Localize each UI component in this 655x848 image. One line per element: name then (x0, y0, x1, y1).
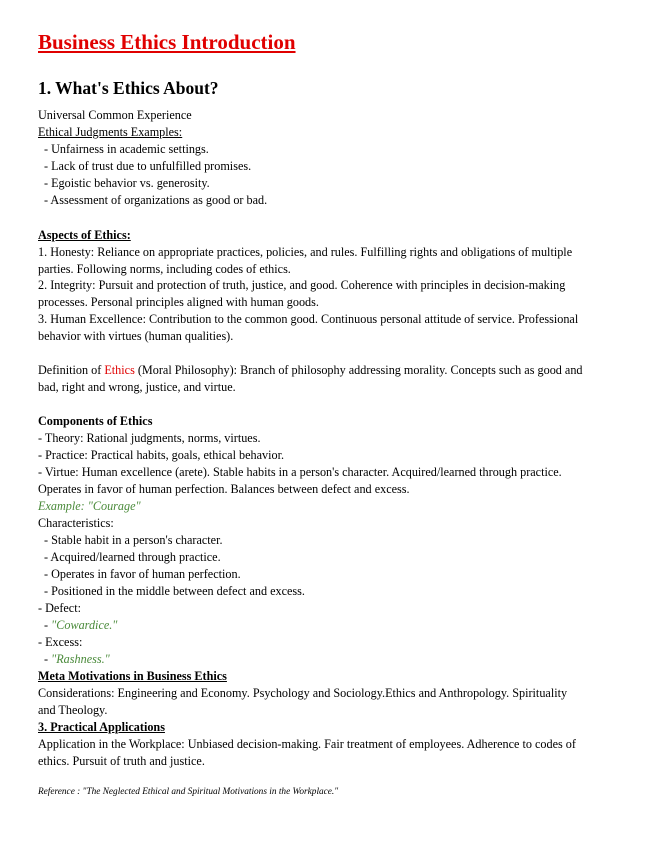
meta-line: Considerations: Engineering and Economy. Psychology and Sociology.Ethics and Anthropology. Spirituality (38, 686, 568, 700)
characteristic-item: - Positioned in the middle between defect and excess. (44, 584, 305, 598)
aspects-line: 2. Integrity: Pursuit and protection of truth, justice, and good. Coherence with principles in decision-making (38, 278, 566, 292)
components-heading: Components of Ethics (38, 414, 153, 428)
aspects-line: behavior with virtues (human qualities). (38, 329, 234, 343)
aspects-heading: Aspects of Ethics: (38, 228, 131, 242)
defect-value: "Cowardice." (51, 618, 118, 632)
meta-line: and Theology. (38, 703, 108, 717)
characteristic-item: - Acquired/learned through practice. (44, 550, 221, 564)
aspects-line: processes. Personal principles aligned with human goods. (38, 295, 319, 309)
characteristic-item: - Stable habit in a person's character. (44, 533, 223, 547)
components-line: - Theory: Rational judgments, norms, virtues. (38, 431, 261, 445)
definition-line-2: bad, right and wrong, justice, and virtue. (38, 380, 236, 394)
excess-item: - "Rashness." (44, 652, 110, 666)
intro-line: Universal Common Experience (38, 108, 192, 122)
meta-heading: Meta Motivations in Business Ethics (38, 669, 227, 683)
defect-label: - Defect: (38, 601, 81, 615)
aspects-line: 1. Honesty: Reliance on appropriate practices, policies, and rules. Fulfilling rights and obligations of multiple (38, 245, 573, 259)
excess-value: "Rashness." (51, 652, 110, 666)
components-line: Operates in favor of human perfection. Balances between defect and excess. (38, 482, 410, 496)
example-item: - Unfairness in academic settings. (44, 142, 209, 156)
example-courage: Example: "Courage" (38, 499, 141, 513)
excess-label: - Excess: (38, 635, 83, 649)
characteristics-label: Characteristics: (38, 516, 114, 530)
characteristic-item: - Operates in favor of human perfection. (44, 567, 241, 581)
defect-item: - "Cowardice." (44, 618, 118, 632)
ethics-term: Ethics (104, 363, 135, 377)
components-line: - Practice: Practical habits, goals, ethical behavior. (38, 448, 285, 462)
example-item: - Lack of trust due to unfulfilled promises. (44, 159, 252, 173)
example-item: - Egoistic behavior vs. generosity. (44, 176, 210, 190)
section-3-line: Application in the Workplace: Unbiased decision-making. Fair treatment of employees. Adherence to codes of (38, 737, 576, 751)
section-1-heading: 1. What's Ethics About? (38, 78, 219, 98)
aspects-line: parties. Following norms, including codes of ethics. (38, 262, 291, 276)
section-3-line: ethics. Pursuit of truth and justice. (38, 754, 205, 768)
reference-note: Reference : "The Neglected Ethical and Spiritual Motivations in the Workplace." (38, 787, 339, 797)
section-3-heading: 3. Practical Applications (38, 720, 165, 734)
document-title: Business Ethics Introduction (38, 30, 296, 54)
definition-line-1 (38, 362, 583, 379)
definition-prefix: Definition of (38, 363, 105, 377)
definition-rest: (Moral Philosophy): Branch of philosophy addressing morality. Concepts such as good and (134, 363, 583, 377)
examples-heading: Ethical Judgments Examples: (38, 125, 183, 139)
example-item: - Assessment of organizations as good or bad. (44, 193, 268, 207)
aspects-line: 3. Human Excellence: Contribution to the common good. Continuous personal attitude of service. Professional (38, 312, 579, 326)
components-line: - Virtue: Human excellence (arete). Stable habits in a person's character. Acquired/learned through practice. (38, 465, 562, 479)
